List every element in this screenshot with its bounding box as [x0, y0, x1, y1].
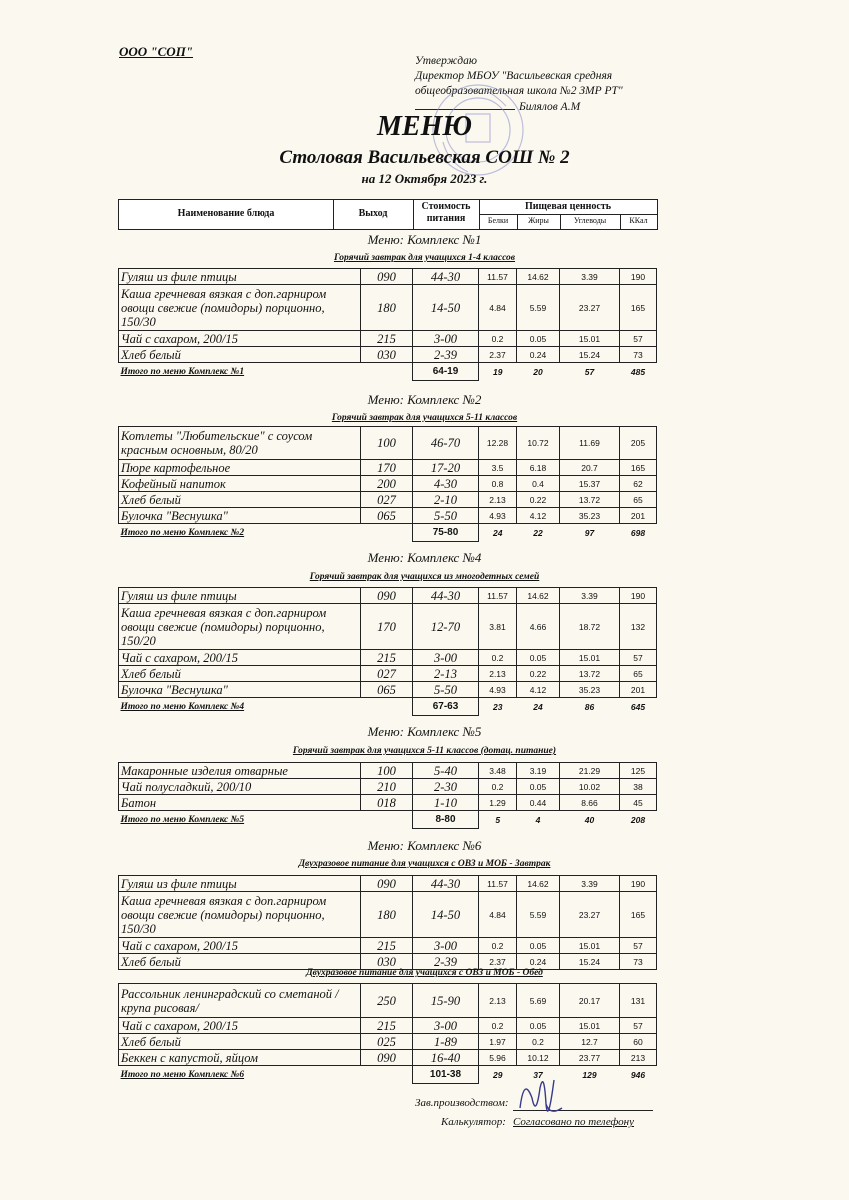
dish-protein: 5.96 — [479, 1050, 517, 1066]
dish-fat: 3.19 — [517, 763, 560, 779]
dish-cost: 2-39 — [413, 347, 479, 363]
dish-protein: 2.13 — [479, 492, 517, 508]
dish-output: 018 — [361, 795, 413, 811]
dish-output: 210 — [361, 779, 413, 795]
header-kcal: ККал — [629, 216, 648, 225]
dish-fat: 0.05 — [517, 779, 560, 795]
table-row — [119, 347, 657, 363]
dish-name: Хлеб белый — [119, 666, 361, 682]
section-title: Меню: Комплекс №6 — [367, 838, 482, 853]
dish-output: 030 — [361, 347, 413, 363]
dish-cost: 17-20 — [413, 460, 479, 476]
dish-name: Хлеб белый — [119, 1034, 361, 1050]
table-row — [119, 508, 657, 524]
dish-kcal: 125 — [620, 763, 657, 779]
dish-protein: 12.28 — [479, 427, 517, 460]
dish-name: Котлеты "Любительские" с соусом красным основным, 80/20 — [119, 427, 361, 460]
total-label: Итого по меню Комплекс №1 — [120, 366, 245, 377]
table-row — [119, 604, 657, 650]
dish-output: 215 — [361, 650, 413, 666]
dish-protein: 11.57 — [479, 588, 517, 604]
dish-protein: 3.48 — [479, 763, 517, 779]
dish-output: 027 — [361, 666, 413, 682]
dish-cost: 2-30 — [413, 779, 479, 795]
total-fat: 24 — [533, 701, 543, 712]
dish-protein: 2.13 — [479, 666, 517, 682]
dish-cost: 3-00 — [413, 1018, 479, 1034]
table-row — [119, 1050, 657, 1066]
table-row — [119, 427, 657, 460]
section-subtitle: Горячий завтрак для учащихся 1-4 классов — [333, 253, 516, 263]
dish-carbs: 15.01 — [560, 650, 620, 666]
dish-fat: 6.18 — [517, 460, 560, 476]
dish-fat: 0.2 — [517, 1034, 560, 1050]
dish-cost: 2-10 — [413, 492, 479, 508]
total-kcal: 208 — [630, 814, 646, 825]
dish-name: Каша гречневая вязкая с доп.гарниром овощи свежие (помидоры) порционно, 150/30 — [119, 892, 361, 938]
dish-carbs: 35.23 — [560, 682, 620, 698]
table-row — [119, 666, 657, 682]
total-cost: 75-80 — [413, 524, 479, 542]
table-row — [119, 763, 657, 779]
dish-protein: 0.2 — [479, 331, 517, 347]
dish-cost: 2-39 — [413, 954, 479, 970]
dish-protein: 4.84 — [479, 892, 517, 938]
dish-output: 090 — [361, 1050, 413, 1066]
total-cost: 101-38 — [413, 1066, 479, 1084]
dish-fat: 0.05 — [517, 938, 560, 954]
section-title: Меню: Комплекс №5 — [367, 724, 482, 739]
total-label: Итого по меню Комплекс №5 — [120, 814, 245, 825]
total-protein: 5 — [495, 814, 501, 825]
dish-kcal: 190 — [620, 876, 657, 892]
approval-signer: Билялов А.М — [519, 101, 581, 113]
dish-name: Рассольник ленинградский со сметаной /крупа рисовая/ — [119, 984, 361, 1018]
dish-protein: 4.93 — [479, 508, 517, 524]
dish-protein: 2.37 — [479, 347, 517, 363]
table-row — [119, 492, 657, 508]
dish-fat: 14.62 — [517, 876, 560, 892]
total-protein: 23 — [493, 701, 503, 712]
dish-kcal: 45 — [620, 795, 657, 811]
dish-cost: 14-50 — [413, 285, 479, 331]
table-row — [119, 876, 657, 892]
dish-kcal: 201 — [620, 508, 657, 524]
table-row — [119, 984, 657, 1018]
dish-cost: 5-40 — [413, 763, 479, 779]
calculator-label: Калькулятор: — [441, 1116, 506, 1128]
menu-table — [118, 426, 657, 542]
dish-cost: 1-89 — [413, 1034, 479, 1050]
table-row — [119, 588, 657, 604]
dish-output: 090 — [361, 876, 413, 892]
dish-fat: 10.12 — [517, 1050, 560, 1066]
dish-output: 025 — [361, 1034, 413, 1050]
dish-name: Гуляш из филе птицы — [119, 588, 361, 604]
dish-kcal: 62 — [620, 476, 657, 492]
header-fat: Жиры — [528, 216, 549, 225]
section-subtitle: Горячий завтрак для учащихся из многодетных семей — [309, 572, 540, 582]
total-fat: 37 — [533, 1069, 543, 1080]
dish-kcal: 132 — [620, 604, 657, 650]
total-kcal: 946 — [630, 1069, 646, 1080]
dish-cost: 12-70 — [413, 604, 479, 650]
dish-cost: 4-30 — [413, 476, 479, 492]
dish-name: Чай с сахаром, 200/15 — [119, 1018, 361, 1034]
menu-table — [118, 875, 657, 970]
dish-carbs: 15.37 — [560, 476, 620, 492]
dish-carbs: 15.01 — [560, 331, 620, 347]
dish-output: 215 — [361, 938, 413, 954]
dish-carbs: 15.01 — [560, 1018, 620, 1034]
dish-protein: 4.84 — [479, 285, 517, 331]
total-cost: 64-19 — [413, 363, 479, 381]
dish-carbs: 23.27 — [560, 892, 620, 938]
dish-name: Гуляш из филе птицы — [119, 269, 361, 285]
section-subtitle: Двухразовое питание для учащихся с ОВЗ и МОБ - Завтрак — [298, 859, 551, 869]
dish-carbs: 15.01 — [560, 938, 620, 954]
table-row — [119, 460, 657, 476]
table-row — [119, 795, 657, 811]
dish-output: 200 — [361, 476, 413, 492]
section-subtitle: Горячий завтрак для учащихся 5-11 классов — [331, 413, 518, 423]
dish-carbs: 3.39 — [560, 876, 620, 892]
dish-cost: 3-00 — [413, 331, 479, 347]
dish-cost: 15-90 — [413, 984, 479, 1018]
organization-name: ООО "СОП" — [119, 44, 194, 59]
dish-kcal: 213 — [620, 1050, 657, 1066]
dish-output: 170 — [361, 460, 413, 476]
table-row — [119, 285, 657, 331]
dish-name: Хлеб белый — [119, 954, 361, 970]
dish-carbs: 23.27 — [560, 285, 620, 331]
total-kcal: 645 — [630, 701, 646, 712]
page-date: на 12 Октября 2023 г. — [361, 171, 488, 186]
header-output: Выход — [358, 208, 388, 219]
dish-output: 215 — [361, 331, 413, 347]
dish-name: Хлеб белый — [119, 492, 361, 508]
dish-cost: 5-50 — [413, 508, 479, 524]
dish-kcal: 165 — [620, 285, 657, 331]
dish-kcal: 65 — [620, 492, 657, 508]
dish-protein: 0.2 — [479, 1018, 517, 1034]
header-carbs: Углеводы — [573, 216, 607, 225]
menu-table — [118, 983, 657, 1084]
total-fat: 4 — [535, 814, 541, 825]
dish-output: 027 — [361, 492, 413, 508]
dish-cost: 1-10 — [413, 795, 479, 811]
approval-line-2: Директор МБОУ "Васильевская средняя — [415, 70, 613, 82]
dish-fat: 10.72 — [517, 427, 560, 460]
section-title: Меню: Комплекс №1 — [367, 232, 482, 247]
page-title: МЕНЮ — [377, 111, 472, 142]
dish-name: Батон — [119, 795, 361, 811]
total-kcal: 698 — [630, 527, 646, 538]
dish-protein: 11.57 — [479, 269, 517, 285]
dish-name: Чай с сахаром, 200/15 — [119, 650, 361, 666]
dish-output: 065 — [361, 682, 413, 698]
producer-label: Зав.производством: — [415, 1097, 509, 1109]
dish-cost: 14-50 — [413, 892, 479, 938]
dish-fat: 4.66 — [517, 604, 560, 650]
dish-carbs: 13.72 — [560, 666, 620, 682]
dish-name: Чай с сахаром, 200/15 — [119, 938, 361, 954]
dish-name: Хлеб белый — [119, 347, 361, 363]
dish-protein: 1.29 — [479, 795, 517, 811]
dish-kcal: 57 — [620, 331, 657, 347]
dish-output: 180 — [361, 892, 413, 938]
dish-protein: 2.37 — [479, 954, 517, 970]
dish-fat: 0.24 — [517, 347, 560, 363]
column-header — [118, 199, 658, 230]
dish-kcal: 190 — [620, 269, 657, 285]
total-carbs: 129 — [582, 1069, 597, 1080]
table-row — [119, 476, 657, 492]
dish-kcal: 165 — [620, 460, 657, 476]
dish-protein: 11.57 — [479, 876, 517, 892]
table-row — [119, 269, 657, 285]
dish-fat: 4.12 — [517, 508, 560, 524]
dish-carbs: 15.24 — [560, 954, 620, 970]
dish-kcal: 57 — [620, 1018, 657, 1034]
table-row — [119, 331, 657, 347]
dish-name: Пюре картофельное — [119, 460, 361, 476]
dish-name: Чай полусладкий, 200/10 — [119, 779, 361, 795]
dish-carbs: 35.23 — [560, 508, 620, 524]
table-row — [119, 682, 657, 698]
section-title: Меню: Комплекс №4 — [367, 550, 482, 565]
approval-line-1: Утверждаю — [415, 55, 477, 67]
dish-protein: 4.93 — [479, 682, 517, 698]
dish-carbs: 3.39 — [560, 588, 620, 604]
dish-kcal: 38 — [620, 779, 657, 795]
approval-line-3: общеобразовательная школа №2 ЗМР РТ" — [415, 85, 623, 97]
dish-fat: 0.4 — [517, 476, 560, 492]
menu-table — [118, 587, 657, 716]
total-carbs: 97 — [584, 527, 595, 538]
dish-fat: 0.22 — [517, 666, 560, 682]
dish-carbs: 21.29 — [560, 763, 620, 779]
dish-output: 180 — [361, 285, 413, 331]
total-row — [119, 524, 657, 542]
total-protein: 19 — [493, 366, 503, 377]
menu-table — [118, 268, 657, 381]
dish-output: 170 — [361, 604, 413, 650]
dish-kcal: 60 — [620, 1034, 657, 1050]
dish-name: Беккен с капустой, яйцом — [119, 1050, 361, 1066]
dish-kcal: 57 — [620, 650, 657, 666]
dish-protein: 3.81 — [479, 604, 517, 650]
table-row — [119, 1018, 657, 1034]
dish-name: Кофейный напиток — [119, 476, 361, 492]
dish-kcal: 131 — [620, 984, 657, 1018]
dish-kcal: 165 — [620, 892, 657, 938]
dish-fat: 5.59 — [517, 892, 560, 938]
total-cost: 8-80 — [413, 811, 479, 829]
page-subtitle: Столовая Васильевская СОШ № 2 — [279, 147, 570, 168]
section-subtitle: Двухразовое питание для учащихся с ОВЗ и МОБ - Обед — [306, 968, 543, 978]
total-row — [119, 698, 657, 716]
dish-cost: 2-13 — [413, 666, 479, 682]
dish-protein: 0.2 — [479, 650, 517, 666]
total-carbs: 40 — [584, 814, 595, 825]
dish-output: 030 — [361, 954, 413, 970]
dish-cost: 16-40 — [413, 1050, 479, 1066]
dish-carbs: 15.24 — [560, 347, 620, 363]
dish-cost: 3-00 — [413, 650, 479, 666]
dish-protein: 0.2 — [479, 779, 517, 795]
dish-kcal: 57 — [620, 938, 657, 954]
dish-kcal: 65 — [620, 666, 657, 682]
dish-carbs: 12.7 — [560, 1034, 620, 1050]
dish-protein: 1.97 — [479, 1034, 517, 1050]
dish-name: Гуляш из филе птицы — [119, 876, 361, 892]
dish-carbs: 13.72 — [560, 492, 620, 508]
total-carbs: 86 — [584, 701, 595, 712]
dish-output: 090 — [361, 269, 413, 285]
table-row — [119, 892, 657, 938]
dish-name: Булочка "Веснушка" — [119, 682, 361, 698]
dish-carbs: 20.7 — [560, 460, 620, 476]
dish-output: 100 — [361, 763, 413, 779]
dish-cost: 44-30 — [413, 876, 479, 892]
menu-table — [118, 762, 657, 829]
total-label: Итого по меню Комплекс №6 — [120, 1069, 245, 1080]
dish-fat: 0.05 — [517, 650, 560, 666]
dish-kcal: 205 — [620, 427, 657, 460]
dish-fat: 0.22 — [517, 492, 560, 508]
dish-output: 100 — [361, 427, 413, 460]
dish-kcal: 190 — [620, 588, 657, 604]
total-fat: 20 — [533, 366, 543, 377]
dish-name: Макаронные изделия отварные — [119, 763, 361, 779]
dish-kcal: 201 — [620, 682, 657, 698]
dish-fat: 0.05 — [517, 1018, 560, 1034]
dish-fat: 5.69 — [517, 984, 560, 1018]
dish-protein: 2.13 — [479, 984, 517, 1018]
header-cost: Стоимость питания — [421, 201, 471, 224]
section-subtitle: Горячий завтрак для учащихся 5-11 классов (дотац. питание) — [292, 746, 557, 756]
dish-carbs: 23.77 — [560, 1050, 620, 1066]
dish-protein: 3.5 — [479, 460, 517, 476]
table-row — [119, 650, 657, 666]
section-title: Меню: Комплекс №2 — [367, 392, 482, 407]
dish-name: Каша гречневая вязкая с доп.гарниром овощи свежие (помидоры) порционно, 150/30 — [119, 285, 361, 331]
dish-carbs: 10.02 — [560, 779, 620, 795]
table-row — [119, 938, 657, 954]
dish-carbs: 20.17 — [560, 984, 620, 1018]
dish-protein: 0.2 — [479, 938, 517, 954]
dish-fat: 14.62 — [517, 269, 560, 285]
dish-fat: 0.44 — [517, 795, 560, 811]
table-row — [119, 779, 657, 795]
dish-cost: 44-30 — [413, 588, 479, 604]
dish-output: 090 — [361, 588, 413, 604]
dish-kcal: 73 — [620, 954, 657, 970]
dish-fat: 0.24 — [517, 954, 560, 970]
dish-cost: 5-50 — [413, 682, 479, 698]
total-row — [119, 1066, 657, 1084]
total-carbs: 57 — [584, 366, 595, 377]
header-protein: Белки — [487, 216, 509, 225]
total-row — [119, 363, 657, 381]
header-name: Наименование блюда — [177, 208, 275, 219]
dish-fat: 5.59 — [517, 285, 560, 331]
total-protein: 29 — [493, 1069, 503, 1080]
table-row — [119, 1034, 657, 1050]
dish-name: Чай с сахаром, 200/15 — [119, 331, 361, 347]
total-label: Итого по меню Комплекс №2 — [120, 527, 245, 538]
dish-name: Каша гречневая вязкая с доп.гарниром овощи свежие (помидоры) порционно, 150/20 — [119, 604, 361, 650]
dish-cost: 44-30 — [413, 269, 479, 285]
dish-carbs: 3.39 — [560, 269, 620, 285]
dish-carbs: 18.72 — [560, 604, 620, 650]
dish-output: 250 — [361, 984, 413, 1018]
calculator-value: Согласовано по телефону — [513, 1116, 634, 1128]
total-kcal: 485 — [630, 366, 646, 377]
dish-cost: 3-00 — [413, 938, 479, 954]
dish-protein: 0.8 — [479, 476, 517, 492]
total-label: Итого по меню Комплекс №4 — [120, 701, 245, 712]
dish-fat: 4.12 — [517, 682, 560, 698]
dish-carbs: 8.66 — [560, 795, 620, 811]
total-cost: 67-63 — [413, 698, 479, 716]
dish-kcal: 73 — [620, 347, 657, 363]
total-fat: 22 — [533, 527, 543, 538]
dish-fat: 0.05 — [517, 331, 560, 347]
header-nutrition: Пищевая ценность — [524, 201, 612, 212]
dish-fat: 14.62 — [517, 588, 560, 604]
dish-output: 065 — [361, 508, 413, 524]
dish-name: Булочка "Веснушка" — [119, 508, 361, 524]
total-row — [119, 811, 657, 829]
total-protein: 24 — [493, 527, 503, 538]
dish-cost: 46-70 — [413, 427, 479, 460]
dish-carbs: 11.69 — [560, 427, 620, 460]
dish-output: 215 — [361, 1018, 413, 1034]
